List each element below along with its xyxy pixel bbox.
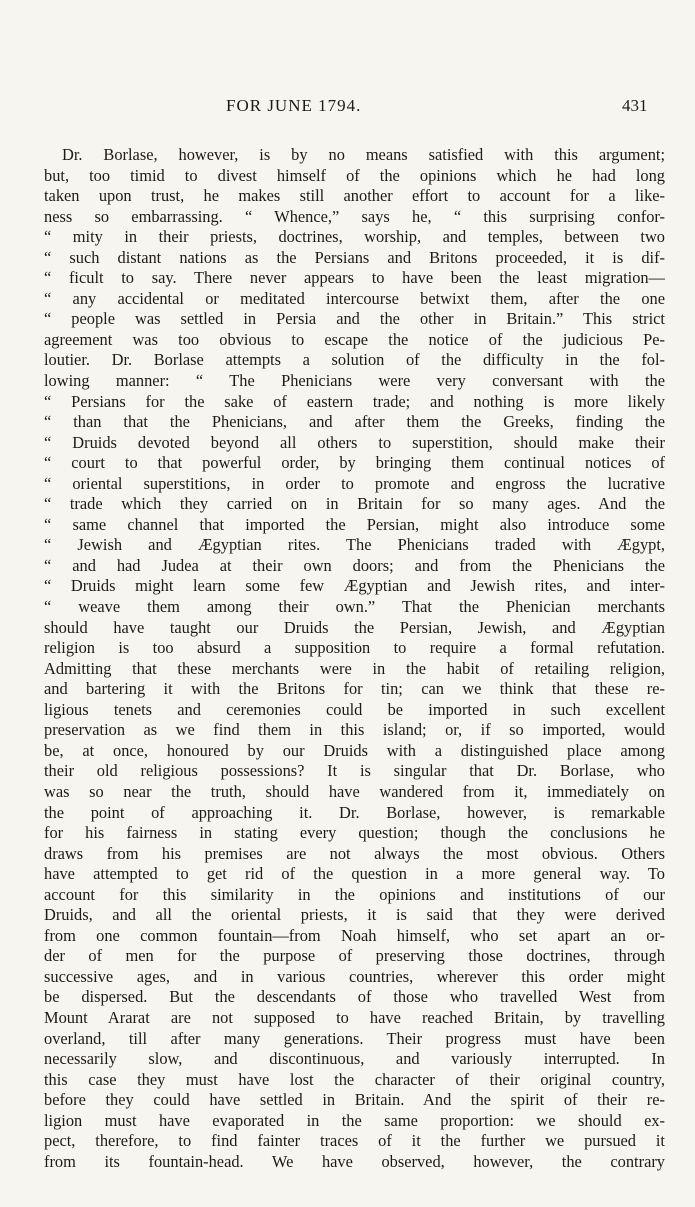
text-line: “ trade which they carried on in Britain for so many ages. And the bbox=[44, 494, 665, 514]
text-line: be dispersed. But the descendants of those who travelled West from bbox=[44, 987, 665, 1007]
text-line: draws from his premises are not always the most obvious. Others bbox=[44, 843, 665, 863]
text-line: “ same channel that imported the Persian, might also introduce some bbox=[44, 514, 665, 534]
text-line: “ Druids might learn some few Ægyptian and Jewish rites, and inter- bbox=[44, 576, 665, 596]
text-line: “ Jewish and Ægyptian rites. The Phenicians traded with Ægypt, bbox=[44, 535, 665, 555]
text-line: “ court to that powerful order, by bringing them continual notices of bbox=[44, 453, 665, 473]
text-line: before they could have settled in Britain. And the spirit of their re- bbox=[44, 1090, 665, 1110]
text-line: der of men for the purpose of preserving those doctrines, through bbox=[44, 946, 665, 966]
text-line: for his fairness in stating every question; though the conclusions he bbox=[44, 823, 665, 843]
text-line: “ than that the Phenicians, and after them the Greeks, finding the bbox=[44, 412, 665, 432]
text-line: “ ficult to say. There never appears to have been the least migration— bbox=[44, 268, 665, 288]
text-line: but, too timid to divest himself of the opinions which he had long bbox=[44, 165, 665, 185]
text-line: Dr. Borlase, however, is by no means satisfied with this argument; bbox=[62, 145, 665, 164]
text-line: ligious tenets and ceremonies could be imported in such excellent bbox=[44, 699, 665, 719]
text-line: and bartering it with the Britons for tin; can we think that these re- bbox=[44, 679, 665, 699]
page-number: 431 bbox=[622, 96, 648, 115]
text-line: religion is too absurd a supposition to require a formal refutation. bbox=[44, 638, 665, 658]
text-line: Druids, and all the oriental priests, it is said that they were derived bbox=[44, 905, 665, 925]
text-line: “ weave them among their own.” That the Phenician merchants bbox=[44, 597, 665, 617]
text-line: be, at once, honoured by our Druids with a distinguished place among bbox=[44, 740, 665, 760]
text-line: “ people was settled in Persia and the other in Britain.” This strict bbox=[44, 309, 665, 329]
text-line: from its fountain-head. We have observed, however, the contrary bbox=[44, 1151, 665, 1171]
text-line: was so near the truth, should have wandered from it, immediately on bbox=[44, 781, 665, 801]
text-line: the point of approaching it. Dr. Borlase, however, is remarkable bbox=[44, 802, 665, 822]
text-line: Mount Ararat are not supposed to have reached Britain, by travelling bbox=[44, 1007, 665, 1027]
text-line: should have taught our Druids the Persian, Jewish, and Ægyptian bbox=[44, 617, 665, 637]
text-line: preservation as we find them in this island; or, if so imported, would bbox=[44, 720, 665, 740]
text-line: this case they must have lost the character of their original country, bbox=[44, 1069, 665, 1089]
text-line: ness so embarrassing. “ Whence,” says he, “ this surprising confor- bbox=[44, 206, 665, 226]
text-line: “ Druids devoted beyond all others to superstition, should make their bbox=[44, 432, 665, 452]
text-line: have attempted to get rid of the question in a more general way. To bbox=[44, 864, 665, 884]
text-line: their old religious possessions? It is singular that Dr. Borlase, who bbox=[44, 761, 665, 781]
text-line: “ and had Judea at their own doors; and from the Phenicians the bbox=[44, 555, 665, 575]
text-line: agreement was too obvious to escape the notice of the judicious Pe- bbox=[44, 329, 665, 349]
text-line: ligion must have evaporated in the same proportion: we should ex- bbox=[44, 1110, 665, 1130]
text-line: from one common fountain—from Noah himself, who set apart an or- bbox=[44, 925, 665, 945]
body-text bbox=[44, 145, 665, 1172]
text-line: taken upon trust, he makes still another effort to account for a like- bbox=[44, 186, 665, 206]
text-line: “ such distant nations as the Persians and Britons proceeded, it is dif- bbox=[44, 247, 665, 267]
text-line: Admitting that these merchants were in the habit of retailing religion, bbox=[44, 658, 665, 678]
page-header bbox=[0, 96, 695, 120]
text-line: account for this similarity in the opinions and institutions of our bbox=[44, 884, 665, 904]
text-line: lowing manner: “ The Phenicians were very conversant with the bbox=[44, 371, 665, 391]
text-line: loutier. Dr. Borlase attempts a solution of the difficulty in the fol- bbox=[44, 350, 665, 370]
text-line: “ Persians for the sake of eastern trade; and nothing is more likely bbox=[44, 391, 665, 411]
text-line: “ mity in their priests, doctrines, worship, and temples, between two bbox=[44, 227, 665, 247]
text-line: “ oriental superstitions, in order to promote and engross the lucrative bbox=[44, 473, 665, 493]
running-title: FOR JUNE 1794. bbox=[226, 96, 362, 115]
text-line: necessarily slow, and discontinuous, and variously interrupted. In bbox=[44, 1049, 665, 1069]
text-line: pect, therefore, to find fainter traces of it the further we pursued it bbox=[44, 1131, 665, 1151]
text-line: overland, till after many generations. Their progress must have been bbox=[44, 1028, 665, 1048]
text-line: “ any accidental or meditated intercourse betwixt them, after the one bbox=[44, 288, 665, 308]
text-line: successive ages, and in various countries, wherever this order might bbox=[44, 966, 665, 986]
